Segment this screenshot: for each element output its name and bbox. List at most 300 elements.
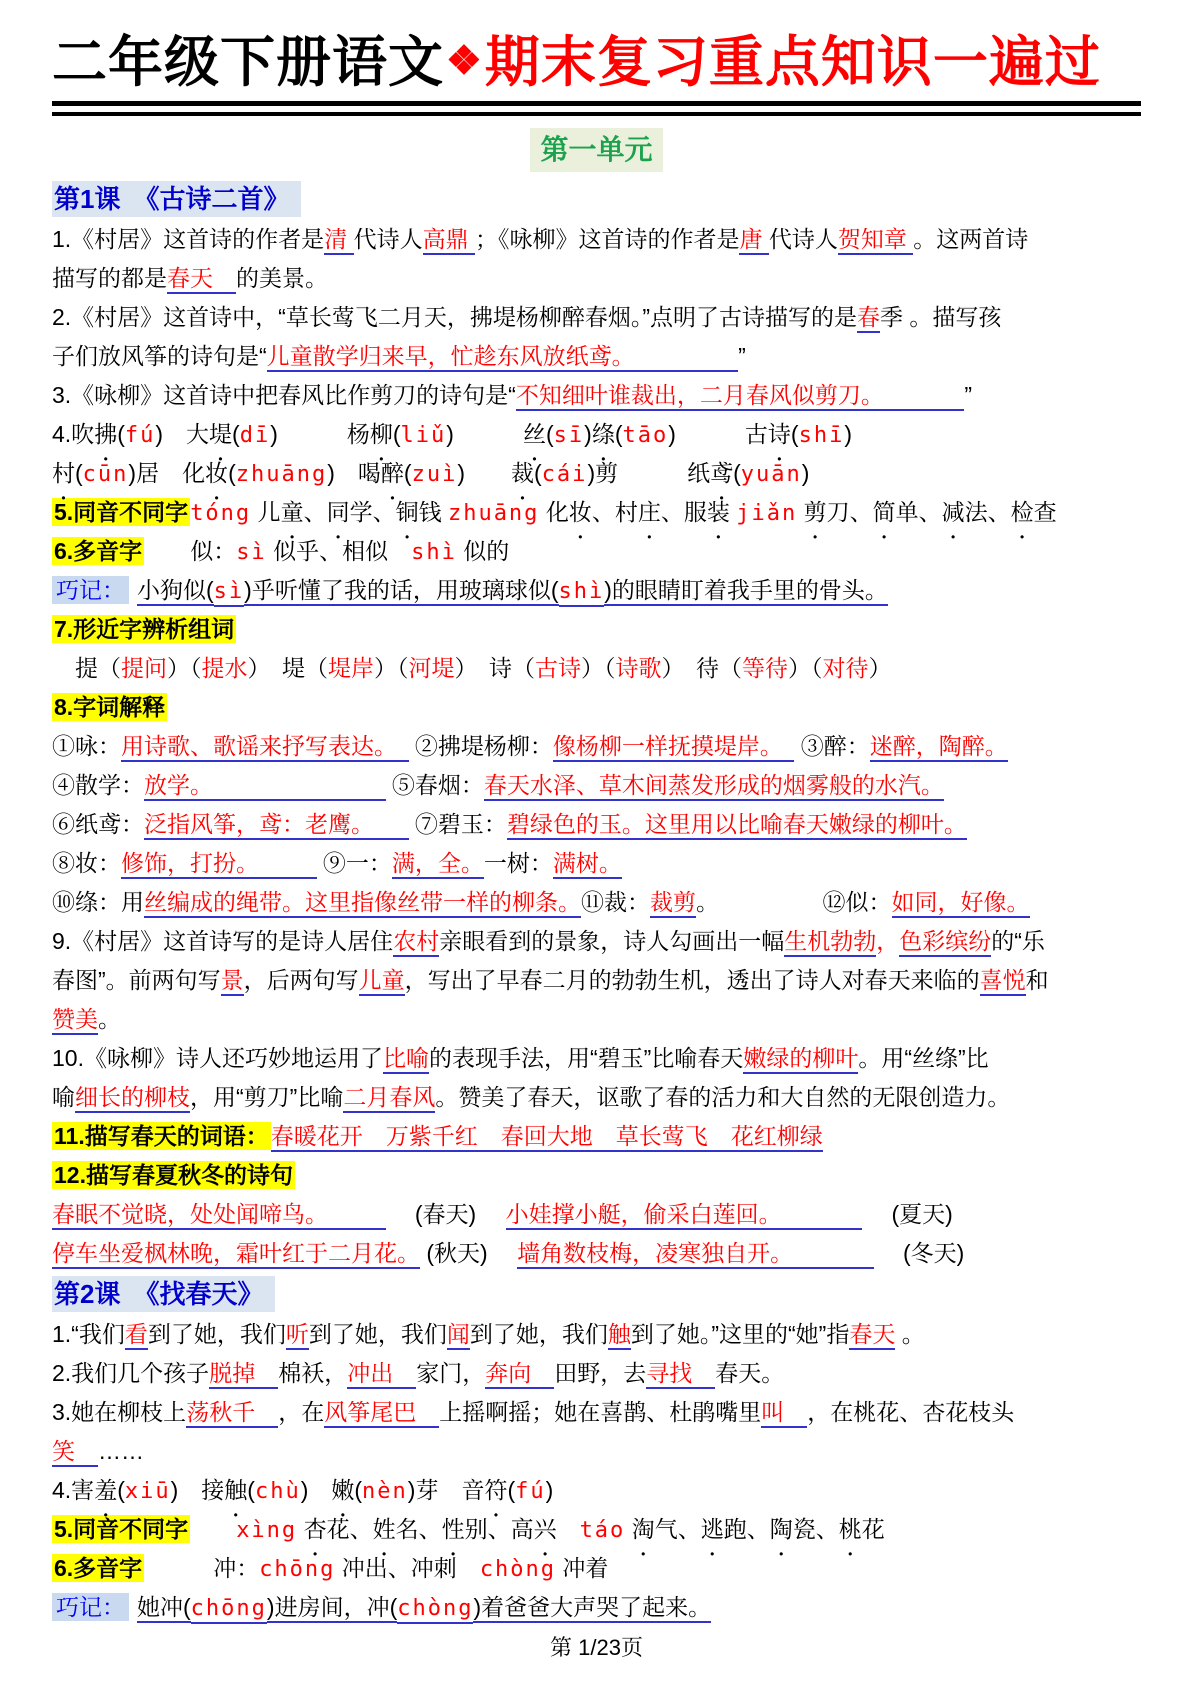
text-segment: 提问 [121,655,167,681]
text-segment: 生机勃勃 [784,928,876,957]
text-segment: 像杨柳一样抚摸堤岸。 [553,733,795,762]
text-line [52,1039,1141,1078]
text-segment: 同 [326,499,350,525]
text-segment: 。用“丝绦”比 [858,1045,989,1071]
text-segment: ( [403,460,412,486]
text-segment: 妆 [568,499,592,525]
text-segment: )的眼睛盯着我手里的骨头。 [604,577,888,606]
text-segment: ②拂堤杨柳： [408,733,553,759]
text-segment: 符 [484,1477,508,1503]
text-segment: 嫩绿的柳叶 [743,1045,858,1074]
text-segment: 到了她，我们 [147,1321,286,1347]
pinyin-annotation: cūn [82,462,129,487]
text-segment: 的美景。 [236,265,328,291]
text-segment: 堤 [209,421,233,447]
text-segment: 4.害 [52,1477,95,1503]
text-segment: ） [868,655,892,681]
section-heading: 11.描写春天的词语： [54,1123,269,1149]
pinyin-annotation: sì [214,579,245,607]
pinyin-annotation: chòng [479,1557,557,1582]
text-segment: 性 [441,1516,465,1542]
text-segment: 嫩 [331,1477,355,1503]
text-segment: 冲出、冲刺 [335,1555,480,1581]
text-segment: …… [98,1438,144,1464]
text-segment: 的表现手法，用“碧玉”比喻春天 [428,1045,744,1071]
text-segment: ( [75,460,83,486]
text-line [52,1354,1141,1393]
unit-heading-row [52,128,1141,172]
pinyin-annotation: shì [411,540,457,565]
text-segment: 古诗 [535,655,581,681]
text-segment: ⑩绦：用 [52,889,144,915]
text-segment: ③醉： [794,733,870,759]
text-segment: 棉袄， [278,1360,348,1386]
text-segment: ( [507,1477,516,1503]
text-line [52,415,1141,454]
text-line [52,883,1141,922]
text-segment: 1.《村居》这首诗的作者是 [52,226,325,252]
pinyin-annotation: chòng [397,1596,473,1624]
pinyin-annotation: fú [124,423,156,448]
text-segment: ( [247,1477,255,1503]
text-segment: 儿 [251,499,281,525]
text-segment: 淘 [631,1516,655,1542]
text-segment: (春天) [385,1201,506,1227]
text-segment: 修饰，打扮。 [121,850,317,879]
text-segment: 二月春风 [343,1084,435,1113]
text-segment: 清 [324,226,353,255]
text-segment: 代诗人 [768,226,838,252]
pinyin-annotation: zhuāng [235,462,328,487]
text-segment: ( [545,421,554,447]
text-segment: ，在桃花、杏花枝头 [807,1399,1015,1425]
text-segment: 田野，去 [554,1360,647,1386]
text-segment: 姓 [372,1516,396,1542]
text-line [52,610,1141,649]
text-segment: 、 [303,499,327,525]
text-segment: 堤岸 [328,655,374,681]
text-segment: 叫 [761,1399,807,1428]
text-segment: 看 [125,1321,148,1350]
text-segment: 上摇啊摇；她在喜鹊、杜鹃嘴里 [439,1399,762,1425]
text-segment: 荡秋千 [186,1399,278,1428]
text-segment: ) [584,421,592,447]
text-segment: 细长的柳枝 [75,1084,190,1113]
text-segment: 10.《咏柳》诗人还巧妙地运用了 [52,1045,383,1071]
text-segment: ）（ [167,655,202,681]
text-segment: 喻 [52,1084,75,1110]
text-segment: 学、 [349,499,396,525]
text-line [52,805,1141,844]
text-line [52,337,1141,376]
text-line [52,1156,1141,1195]
pinyin-annotation: tóng [190,501,252,526]
text-segment: 单、 [895,499,942,525]
text-line [52,649,1141,688]
text-segment: 别、高 [464,1516,534,1542]
text-segment: 河堤 [408,655,455,681]
text-segment: 1.“我们 [52,1321,125,1347]
text-segment: )着爸爸大声哭了起来。 [473,1594,711,1623]
text-segment: ）（ [374,655,409,681]
text-segment: 春天 [167,265,236,294]
text-segment: 简 [872,499,896,525]
pinyin-annotation: fú [515,1479,546,1504]
text-segment: 检 [1010,499,1034,525]
pinyin-annotation: dī [239,423,271,448]
text-line [52,1588,1141,1627]
text-segment: 兴 [533,1516,557,1542]
text-segment: 碧绿色的玉。这里用以比喻春天嫩绿的柳叶。 [507,811,967,840]
text-segment: 到了她，我们 [469,1321,608,1347]
pinyin-annotation: cái [541,462,588,487]
pinyin-annotation: chōng [259,1557,336,1582]
diamond-ornament-icon: ❖ [446,39,483,83]
text-segment: ) 大 [155,421,210,447]
text-segment: ） 待（ [661,655,742,681]
text-segment: ⑥纸鸢： [52,811,144,837]
text-segment: 迷醉，陶醉。 [870,733,1008,762]
pinyin-annotation: táo [579,1518,626,1543]
text-line [52,376,1141,415]
text-segment: 刀、 [826,499,873,525]
text-segment: 2.《村居》这首诗中，“草长莺飞二月天，拂堤杨柳醉春烟。”点明了古诗描写的是 [52,304,857,330]
text-segment: 停车坐爱枫林晚，霜叶红于二月花。 [52,1240,420,1269]
text-segment: 3.她在柳枝上 [52,1399,187,1425]
pinyin-annotation: zuì [411,462,458,487]
text-segment: ⑤春烟： [385,772,484,798]
section-heading: 第2课 《找春天》 [52,1276,275,1312]
text-line [52,766,1141,805]
text-segment: 、服 [660,499,707,525]
text-segment: ，写出了早春二月的勃勃生机，透出了诗人对春天来临的 [404,967,980,993]
text-line [52,922,1141,961]
text-segment: 。赞美了春天，讴歌了春的活力和大自然的无限创造力。 [435,1084,1011,1110]
text-segment: ，后两句写 [243,967,359,993]
text-segment: ④散学： [52,772,144,798]
text-segment: 钱 [418,499,448,525]
section-heading: 5.同音不同字 [54,1516,189,1542]
text-segment: 陶 [769,1516,793,1542]
text-line [52,727,1141,766]
text-segment: ( [228,460,236,486]
text-segment: ， [876,928,900,954]
text-segment: ) 接 [170,1477,225,1503]
text-segment: ）（ [581,655,616,681]
text-line [52,1000,1141,1039]
text-line [52,1432,1141,1471]
text-segment: 风筝尾巴 [324,1399,439,1428]
pinyin-annotation: sī [553,423,585,448]
pinyin-annotation: zhuāng [447,501,540,526]
text-segment: 、村 [591,499,638,525]
text-segment: ⑦碧玉： [408,811,507,837]
text-segment: 气、 [654,1516,701,1542]
text-line [52,1315,1141,1354]
text-segment: )进房间，冲( [267,1594,397,1623]
text-segment: )剪 纸 [587,460,711,486]
text-segment: 触 [608,1321,631,1350]
text-segment: 羞 [94,1477,118,1503]
text-segment: ) [545,1477,554,1503]
text-line [52,1510,1141,1549]
pinyin-annotation: xìng [236,1518,298,1543]
section-heading: 5.同音不同字 [54,499,189,525]
text-segment: 。 ⑫似： [696,889,892,915]
text-segment: ，在 [278,1399,325,1425]
text-segment: ( [790,421,799,447]
text-segment: 儿童散学归来早，忙趁东风放纸鸢。 [267,343,739,372]
section-heading: 巧记： [52,1593,129,1621]
text-line [52,1195,1141,1234]
unit-heading: 第一单元 [530,128,662,172]
text-segment: ” [964,382,973,408]
text-segment: 提（ [52,655,121,681]
text-segment: 春图”。前两句写 [52,967,221,993]
text-segment: 9.《村居》这首诗写的是诗人居住 [52,928,394,954]
text-segment: 满，全。 [392,850,484,879]
text-line [52,298,1141,337]
text-segment: 家门， [416,1360,486,1386]
text-segment: 醉 [380,460,404,486]
content-lines [52,178,1141,1627]
section-heading: 6.多音字 [54,538,143,564]
text-segment: 拂 [94,421,118,447]
text-segment: 似： [144,538,237,564]
text-segment: 似的 [456,538,510,564]
text-segment: 诗歌 [615,655,662,681]
text-line [52,532,1141,571]
text-segment: ( [232,421,240,447]
text-segment: 春天水泽、草木间蒸发形成的烟雾般的水汽。 [484,772,944,801]
text-line [52,1117,1141,1156]
text-segment: 听 [286,1321,309,1350]
text-segment: 春 [857,304,880,333]
text-segment: 3.《咏柳》这首诗中把春风比作剪刀的诗句是“ [52,382,516,408]
text-segment: 诗 [767,421,791,447]
text-segment: ）（ [788,655,823,681]
text-segment: 裁剪 [650,889,696,918]
text-segment: 冲着 [556,1555,609,1581]
text-segment: 2.我们几个孩子 [52,1360,210,1386]
pinyin-annotation: tāo [622,423,669,448]
pinyin-annotation: shì [559,579,605,607]
text-segment: 妆 [205,460,229,486]
text-segment: 鸢 [710,460,734,486]
text-segment: 子们放风筝的诗句是“ [52,343,267,369]
text-segment: 小娃撑小艇，偷采白莲回。 [506,1201,863,1230]
text-segment: 描写的都是 [52,265,167,291]
text-segment: 丝 [522,421,546,447]
title-red-part: 期末复习重点知识一遍过 [484,31,1101,93]
text-segment: 儿童 [359,967,405,996]
pinyin-annotation: shī [798,423,845,448]
text-segment: 4.吹 [52,421,95,447]
text-line [52,1471,1141,1510]
pinyin-annotation: sì [236,540,267,565]
section-heading: 7.形近字辨析组词 [54,616,235,642]
text-line [52,1078,1141,1117]
text-segment: ( [392,421,401,447]
text-segment: 小狗似( [137,577,214,606]
text-segment: 庄 [637,499,661,525]
page-number: 第 1/23页 [550,1635,643,1660]
text-segment: ( [534,460,542,486]
text-line [52,454,1141,493]
text-segment: 唐 [739,226,768,255]
text-segment: )居 化 [128,460,206,486]
text-segment: ） 诗（ [454,655,535,681]
section-heading: 8.字词解释 [54,694,166,720]
text-segment: 冲出 [347,1360,416,1389]
text-line [52,1393,1141,1432]
text-segment: 色彩缤纷 [899,928,991,957]
text-segment: 寻找 [646,1360,715,1389]
text-line [52,844,1141,883]
text-segment: 村 [52,460,75,486]
lesson-heading [52,178,1141,220]
text-segment: 农村 [393,928,439,957]
pinyin-annotation: chōng [191,1596,267,1624]
text-segment: ⑪裁： [581,889,650,915]
text-segment: 春暖花开 万紫千红 春回大地 草长莺飞 花红柳绿 [271,1123,823,1152]
text-segment: 如同，好像。 [892,889,1030,918]
text-segment: 。 [895,1321,925,1347]
text-segment: 装 [706,499,730,525]
text-segment: 查 [1033,499,1057,525]
section-heading: 第1课 《古诗二首》 [52,181,301,217]
text-line [52,688,1141,727]
text-segment: ①咏： [52,733,121,759]
text-segment: 化 [539,499,569,525]
text-segment: 裁 [511,460,535,486]
text-segment: ⑧妆： [52,850,121,876]
text-segment: ) 古 [668,421,768,447]
text-segment: 剪 [803,499,827,525]
text-segment: 到了她。”这里的“她”指 [630,1321,850,1347]
text-segment: 绦 [591,421,615,447]
text-segment: )乎听懂了我的话，用玻璃球似( [244,577,558,606]
section-heading: 6.多音字 [54,1555,143,1581]
text-segment: 花 [861,1516,885,1542]
pinyin-annotation: xiū [124,1479,171,1504]
text-segment: 触 [224,1477,248,1503]
text-segment: 满树。 [553,850,622,879]
text-segment: 。这两首诗 [913,226,1029,252]
text-segment: 杏 [303,1516,327,1542]
text-segment: (冬天) [873,1240,965,1266]
text-segment: ) [844,421,852,447]
text-segment: ( [614,421,623,447]
text-segment: 她冲( [137,1594,191,1623]
text-segment: 比喻 [383,1045,429,1074]
lesson-heading [52,1273,1141,1315]
text-line [52,1549,1141,1588]
text-segment: ) [801,460,810,486]
text-line [52,220,1141,259]
text-segment [190,1516,236,1542]
text-segment: 。 [98,1006,121,1032]
text-segment: 笑 [52,1438,98,1467]
text-segment: 对待 [822,655,869,681]
text-segment: ( [733,460,741,486]
text-segment: 提水 [201,655,248,681]
text-segment: ) [300,1477,332,1503]
text-segment: 亲眼看到的景象，诗人勾画出一幅 [439,928,785,954]
pinyin-annotation: yuān [740,462,802,487]
text-segment: 高鼎 [423,226,475,255]
section-heading: 12.描写春夏秋冬的诗句 [54,1162,293,1188]
text-segment: 瓷、 [792,1516,839,1542]
text-segment: 到了她，我们 [308,1321,447,1347]
text-segment: 春眠不觉晓，处处闻啼鸟。 [52,1201,386,1230]
text-segment: 桃 [838,1516,862,1542]
text-segment: 代诗人 [353,226,423,252]
text-segment: 赞美 [52,1006,98,1035]
text-segment: 柳 [369,421,393,447]
text-line [52,961,1141,1000]
text-segment: 喜悦 [980,967,1026,996]
text-segment: 景 [221,967,244,996]
text-segment: 丝编成的绳带。这里指像丝带一样的柳条。 [144,889,581,918]
pinyin-annotation: jiǎn [736,501,798,526]
text-segment: ；《咏柳》这首诗的作者是 [474,226,740,252]
text-segment: (夏天) [862,1201,953,1227]
text-segment: 春天 [849,1321,895,1350]
text-segment: ( [354,1477,363,1503]
text-segment: 花、 [326,1516,373,1542]
text-segment: 季 。描写孩 [880,304,1002,330]
text-segment: 逃 [700,1516,724,1542]
text-segment: 冲： [144,1555,260,1581]
text-segment: ⑨一： [316,850,392,876]
text-segment: 的“乐 [991,928,1045,954]
text-segment: 奔向 [485,1360,554,1389]
text-segment: ) 喝 [327,460,381,486]
text-segment: 脱掉 [209,1360,278,1389]
text-segment: 等待 [742,655,788,681]
text-line [52,1234,1141,1273]
text-segment: ，用“剪刀”比喻 [190,1084,344,1110]
title-divider [52,101,1141,116]
text-segment: ) [446,421,523,447]
pinyin-annotation: liǔ [400,423,447,448]
text-segment: ） 堤（ [247,655,328,681]
title-black-part: 二年级下册语文 [52,31,445,93]
text-line [52,259,1141,298]
text-segment: 一树： [483,850,553,876]
text-segment: 闻 [447,1321,470,1350]
text-segment: 铜 [395,499,419,525]
text-segment: 名、 [395,1516,442,1542]
text-segment: 童 [280,499,304,525]
text-segment: 放学。 [144,772,386,801]
text-segment: )芽 音 [407,1477,485,1503]
text-segment: 墙角数枝梅，凌寒独自开。 [517,1240,874,1269]
text-segment: 法、 [964,499,1011,525]
section-heading: 巧记： [52,576,129,604]
text-segment: 泛指风筝，鸢：老鹰。 [144,811,409,840]
text-segment [557,1516,580,1542]
text-segment: 贺知章 [838,226,913,255]
text-line [52,571,1141,610]
text-segment: 用诗歌、歌谣来抒写表达。 [121,733,409,762]
text-segment: ) 杨 [270,421,370,447]
page-title [52,28,1141,95]
text-segment: 减 [941,499,965,525]
text-segment: ) [457,460,512,486]
text-segment: 跑、 [723,1516,770,1542]
